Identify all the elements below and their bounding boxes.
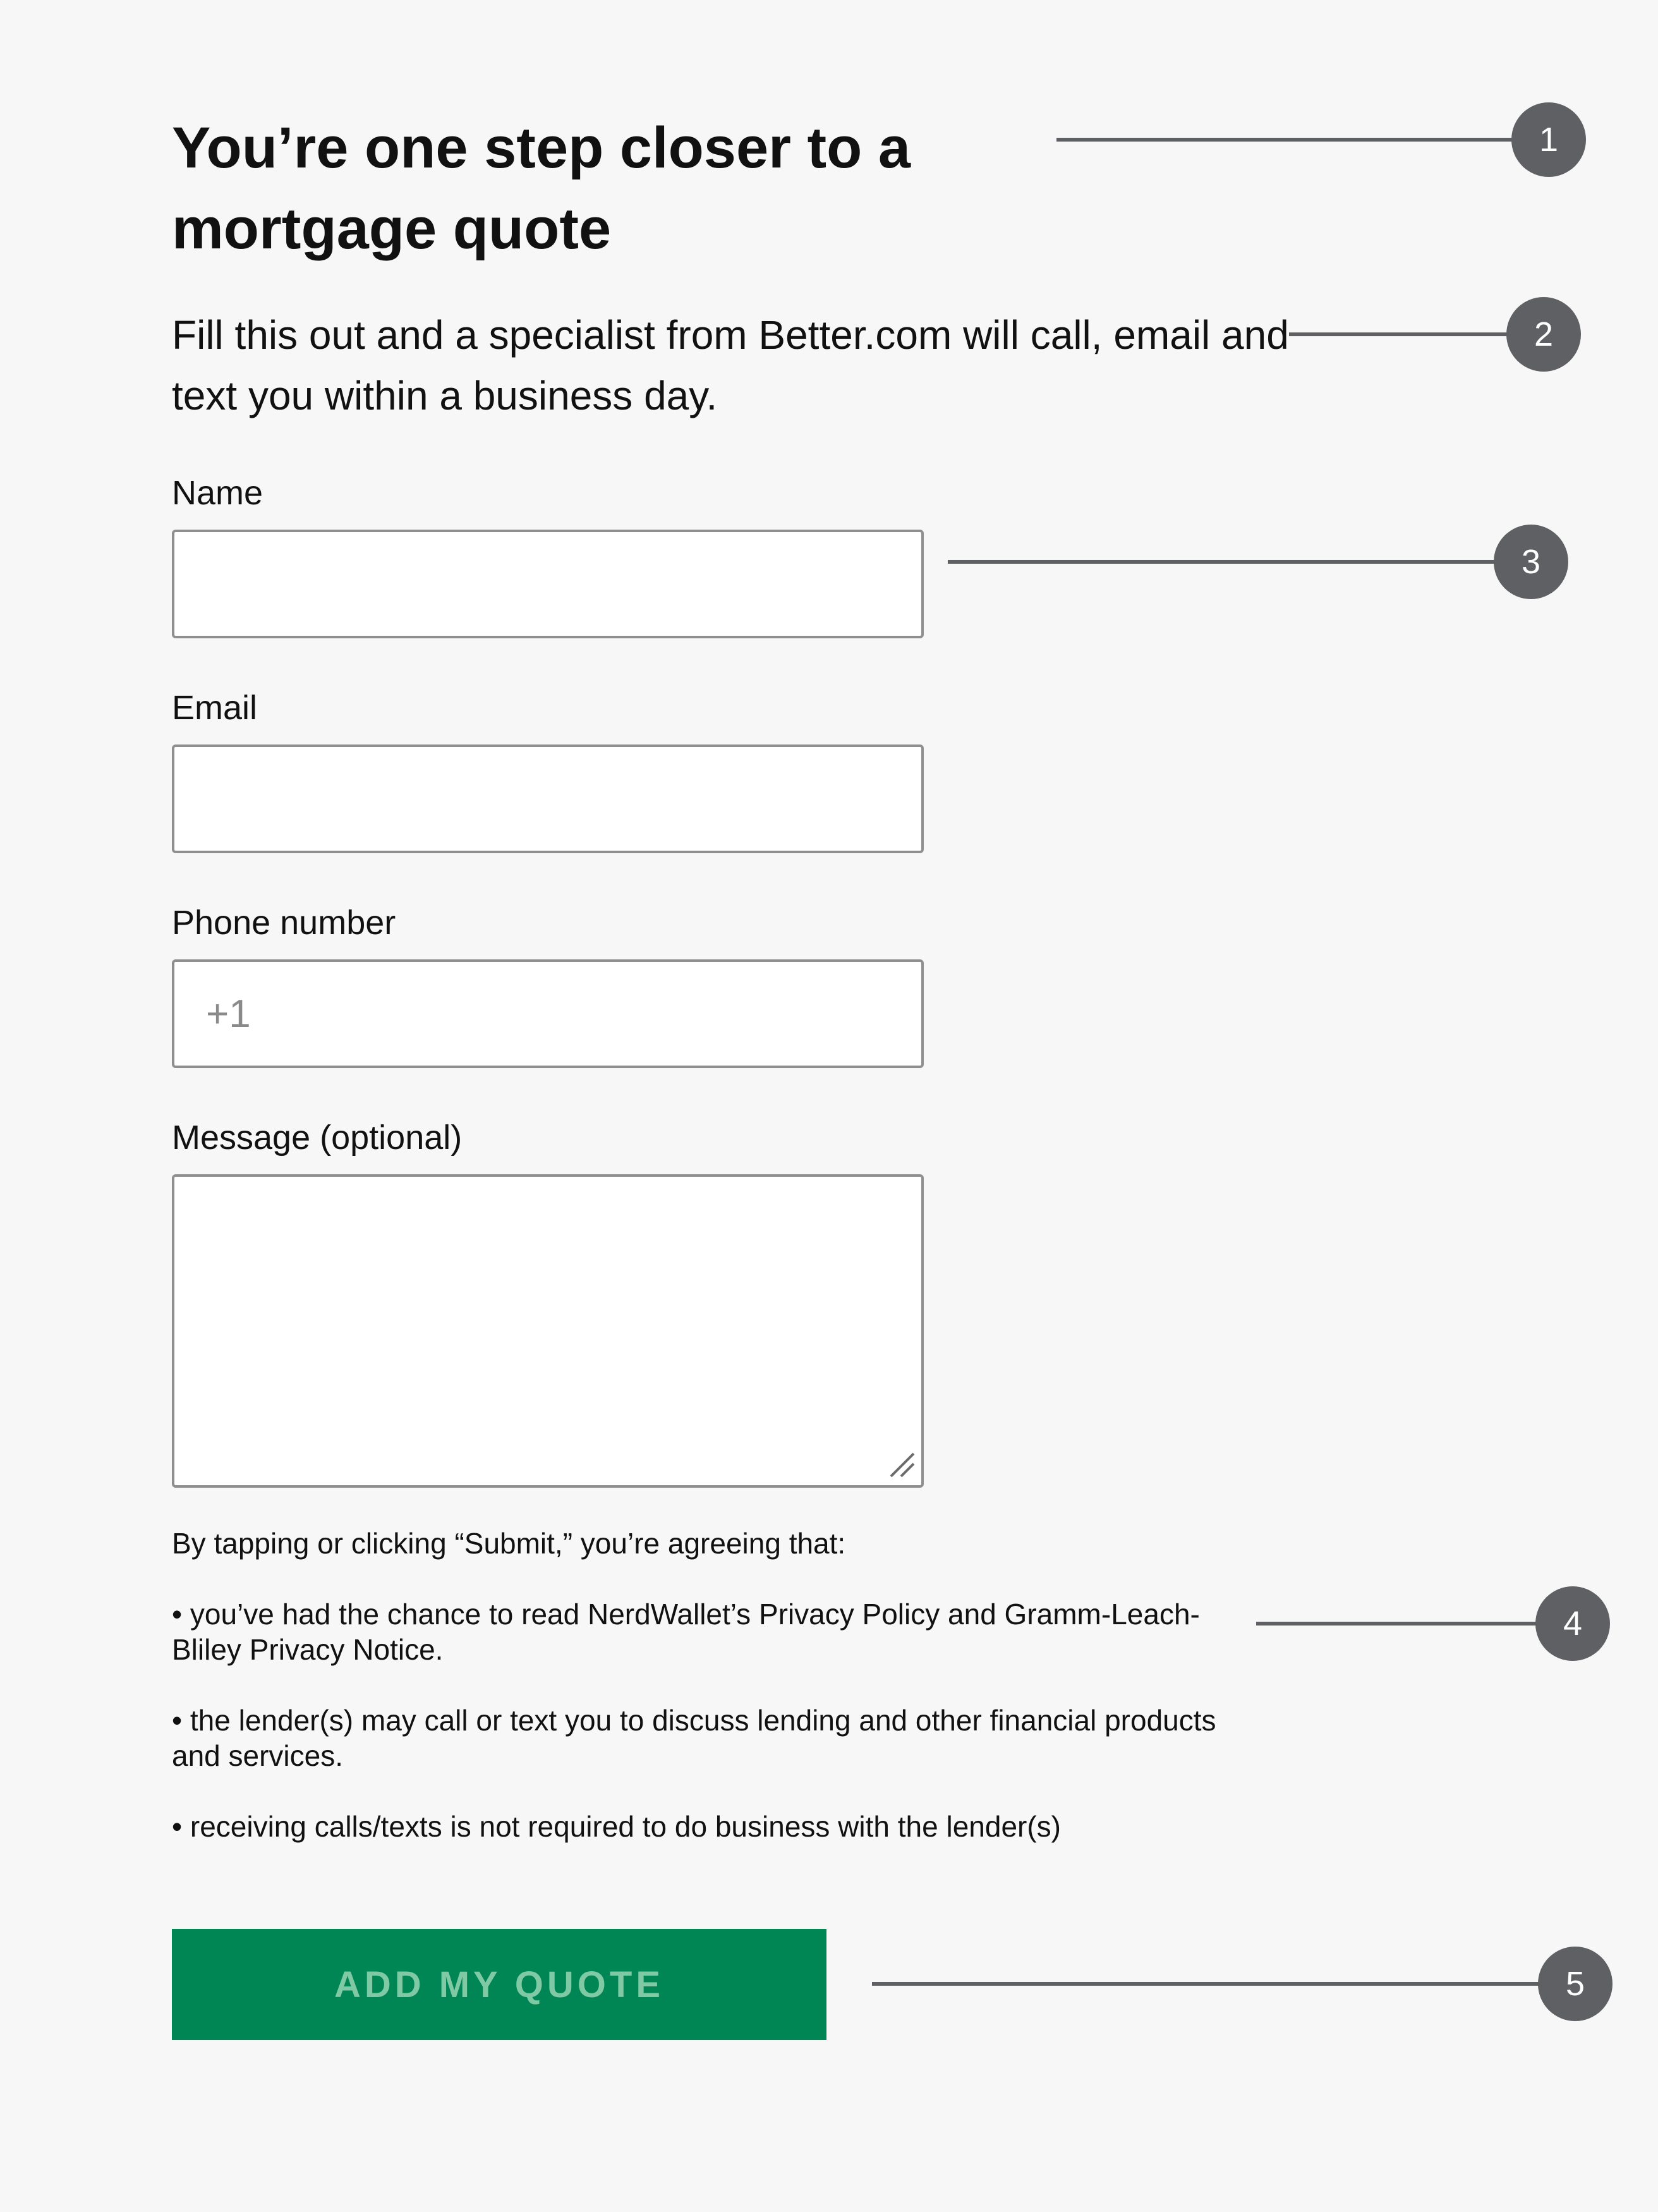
callout-line-1 [1056, 138, 1562, 142]
callout-badge-5: 5 [1538, 1947, 1613, 2021]
callout-line-5 [872, 1982, 1573, 1986]
resize-grip-icon[interactable] [887, 1450, 915, 1478]
callout-line-3 [948, 560, 1535, 564]
page-title: You’re one step closer to a mortgage quote [172, 116, 911, 261]
name-input[interactable] [172, 530, 924, 638]
page-subtitle: Fill this out and a specialist from Better.com will call, email and text you within a business day. [172, 312, 1289, 418]
phone-input[interactable] [172, 959, 924, 1068]
callout-badge-1: 1 [1511, 102, 1586, 177]
callout-badge-2: 2 [1506, 297, 1581, 372]
legal-bullet-contact: • the lender(s) may call or text you to discuss lending and other financial products and services. [172, 1704, 1216, 1772]
message-label: Message (optional) [172, 1119, 463, 1157]
message-textarea[interactable] [172, 1174, 924, 1488]
legal-intro: By tapping or clicking “Submit,” you’re agreeing that: [172, 1527, 846, 1560]
legal-bullet-privacy: • you’ve had the chance to read NerdWallet’s Privacy Policy and Gramm-Leach-Bliley Privacy Notice. [172, 1598, 1200, 1666]
callout-badge-3: 3 [1494, 525, 1568, 599]
phone-label: Phone number [172, 904, 396, 942]
add-my-quote-button[interactable]: ADD MY QUOTE [172, 1929, 826, 2040]
legal-bullet-not-required: • receiving calls/texts is not required to do business with the lender(s) [172, 1810, 1061, 1843]
email-label: Email [172, 689, 258, 727]
name-label: Name [172, 474, 263, 512]
callout-badge-4: 4 [1535, 1586, 1610, 1661]
email-input[interactable] [172, 744, 924, 853]
callout-line-4 [1256, 1622, 1572, 1626]
